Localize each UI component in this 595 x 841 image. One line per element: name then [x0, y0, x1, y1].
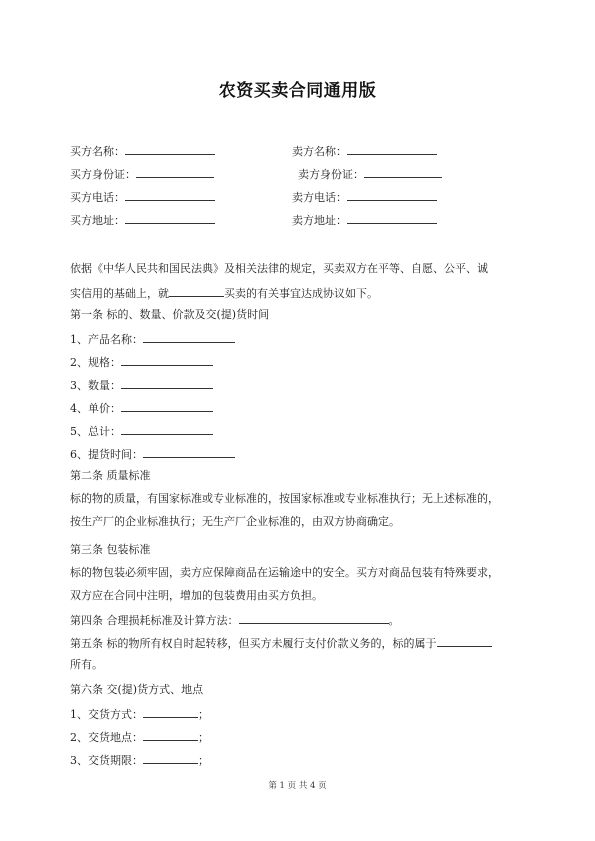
article-1-heading: 第一条 标的、数量、价款及交(提)货时间 — [70, 308, 270, 321]
article-2-line-2: 按生产厂的企业标准执行；无生产厂企业标准的，由双方协商确定。 — [70, 515, 400, 528]
buyer-name-blank — [125, 143, 215, 155]
intro-line-1: 依据《中华人民共和国民法典》及相关法律的规定，买卖双方在平等、自愿、公平、诚 — [70, 262, 488, 275]
delivery-deadline-end: ； — [198, 754, 209, 767]
delivery-method-row — [70, 706, 209, 721]
product-name-label: 1、产品名称： — [70, 333, 143, 346]
total-label: 5、总计： — [70, 425, 121, 438]
page-footer: 第 1 页 共 4 页 — [268, 781, 327, 791]
quantity-row — [70, 377, 213, 392]
buyer-id-row — [70, 166, 214, 181]
delivery-method-blank — [143, 706, 198, 718]
buyer-phone-blank — [125, 189, 215, 201]
delivery-place-blank — [143, 729, 198, 741]
unit-price-label: 4、单价： — [70, 402, 121, 415]
seller-name-label: 卖方名称： — [292, 145, 347, 158]
unit-price-blank — [121, 400, 213, 412]
article-6-heading: 第六条 交(提)货方式、地点 — [70, 683, 204, 696]
article-4-end: 。 — [388, 614, 400, 627]
delivery-place-label: 2、交货地点： — [70, 731, 143, 744]
delivery-method-end: ； — [198, 708, 209, 721]
delivery-method-label: 1、交货方式： — [70, 708, 143, 721]
article-3-heading: 第三条 包装标准 — [70, 543, 151, 556]
article-4-row — [70, 612, 400, 627]
buyer-phone-label: 买方电话： — [70, 191, 125, 204]
unit-price-row — [70, 400, 213, 415]
article-5-blank — [437, 635, 492, 647]
quantity-blank — [121, 377, 213, 389]
delivery-time-blank — [143, 446, 235, 458]
seller-id-row — [298, 166, 442, 181]
seller-address-label: 卖方地址： — [292, 214, 347, 227]
article-4-text: 第四条 合理损耗标准及计算方法： — [70, 614, 239, 627]
article-3-line-2: 双方应在合同中注明，增加的包装费用由买方负担。 — [70, 589, 323, 602]
seller-address-row — [292, 212, 437, 227]
buyer-address-row — [70, 212, 215, 227]
article-2-heading: 第二条 质量标准 — [70, 469, 151, 482]
seller-name-row — [292, 143, 437, 158]
article-5-line-2: 所有。 — [70, 658, 103, 671]
seller-phone-row — [292, 189, 437, 204]
buyer-name-label: 买方名称： — [70, 145, 125, 158]
intro-line-2-start: 实信用的基础上，就 — [70, 287, 169, 300]
article-4-blank — [239, 612, 389, 624]
buyer-id-label: 买方身份证： — [70, 168, 136, 181]
total-blank — [121, 423, 213, 435]
article-3-line-1: 标的物包装必须牢固，卖方应保障商品在运输途中的安全。买方对商品包装有特殊要求， — [70, 566, 499, 579]
intro-subject-blank — [169, 285, 224, 297]
quantity-label: 3、数量： — [70, 379, 121, 392]
delivery-deadline-label: 3、交货期限： — [70, 754, 143, 767]
article-5-line-1 — [70, 635, 492, 650]
buyer-name-row — [70, 143, 215, 158]
seller-name-blank — [347, 143, 437, 155]
intro-line-2-end: 买卖的有关事宜达成协议如下。 — [224, 287, 378, 300]
buyer-id-blank — [136, 166, 214, 178]
seller-id-label: 卖方身份证： — [298, 168, 364, 181]
buyer-address-blank — [125, 212, 215, 224]
article-2-line-1: 标的物的质量，有国家标准或专业标准的，按国家标准或专业标准执行；无上述标准的， — [70, 492, 499, 505]
spec-row — [70, 354, 213, 369]
total-row — [70, 423, 213, 438]
delivery-time-row — [70, 446, 235, 461]
product-name-row — [70, 331, 235, 346]
document-title: 农资买卖合同通用版 — [218, 81, 377, 101]
delivery-place-row — [70, 729, 209, 744]
seller-phone-blank — [347, 189, 437, 201]
delivery-deadline-row — [70, 752, 209, 767]
delivery-time-label: 6、提货时间： — [70, 448, 143, 461]
delivery-place-end: ； — [198, 731, 209, 744]
article-5-text: 第五条 标的物所有权自时起转移，但买方未履行支付价款义务的，标的属于 — [70, 637, 437, 650]
seller-address-blank — [347, 212, 437, 224]
buyer-phone-row — [70, 189, 215, 204]
buyer-address-label: 买方地址： — [70, 214, 125, 227]
seller-id-blank — [364, 166, 442, 178]
product-name-blank — [143, 331, 235, 343]
spec-blank — [121, 354, 213, 366]
intro-line-2 — [70, 285, 378, 300]
seller-phone-label: 卖方电话： — [292, 191, 347, 204]
delivery-deadline-blank — [143, 752, 198, 764]
spec-label: 2、规格： — [70, 356, 121, 369]
